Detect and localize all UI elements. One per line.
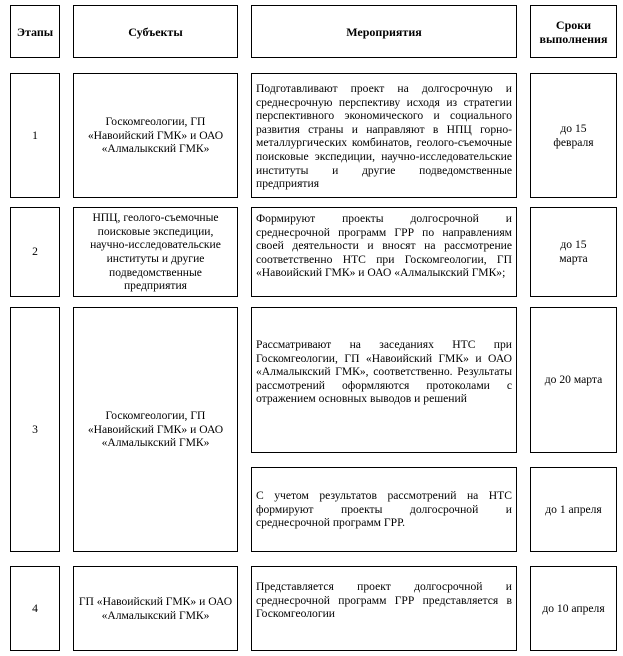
row3-measures-b-text: С учетом результатов рассмотрений на НТС формируют проекты долгосрочной и среднесрочной программ ГРР. [256,489,512,530]
row1-stage-value: 1 [32,128,38,142]
row4-deadline-value: до 10 апреля [542,601,605,615]
row3-deadline [530,307,617,453]
header-measures [251,5,517,58]
row2-subjects [73,207,238,297]
row2-measures [251,207,517,297]
header-measures-label: Мероприятия [346,24,422,39]
row1-stage [10,73,60,198]
row4-measures-text: Представляется проект долгосрочной и среднесрочной программ ГРР представляется в Госкомгеологии [256,580,512,621]
row3-measures-text: Рассматривают на заседаниях НТС при Госкомгеологии, ГП «Навоийский ГМК» и ОАО «Алмалыкский ГМК», соответственно. Результаты рассмотрений оформляются протоколами с отражением основных выводов и решений [256,338,512,406]
row4-stage-value: 4 [32,601,38,615]
row4-subjects-text: ГП «Навоийский ГМК» и ОАО «Алмалыкский ГМК» [78,594,233,622]
row3-subjects [73,307,238,552]
row3-deadline-b-value: до 1 апреля [545,502,602,516]
row2-subjects-text: НПЦ, геолого-съемочные поисковые экспедиции, научно-исследовательские институты и другие подведомственные предприятия [90,211,221,293]
header-deadline-label: Сроки выполнения [539,17,608,46]
row4-subjects [73,566,238,651]
row1-measures-text: Подготавливают проект на долгосрочную и среднесрочную перспективу исходя из стратегии перспективного экономического и социального развития страны и направляют в НПЦ горно-металлургических комбинатов, геолого-съемочные поисковые экспедиции, научно-исследовательские институты и другие подведомственные предприятия [256,82,512,191]
header-stage-label: Этапы [16,24,54,39]
row1-subjects-text: Госкомгеологии, ГП «Навоийский ГМК» и ОАО «Алмалыкский ГМК» [87,115,224,156]
row3-stage-value: 3 [32,422,38,436]
header-subjects [73,5,238,58]
row3-subjects-text: Госкомгеологии, ГП «Навоийский ГМК» и ОАО «Алмалыкский ГМК» [87,409,224,450]
header-stage [10,5,60,58]
row1-measures [251,73,517,198]
header-deadline [530,5,617,58]
row4-deadline [530,566,617,651]
row3-deadline-b [530,467,617,552]
row3-measures [251,307,517,453]
row3-measures-b [251,467,517,552]
row2-stage [10,207,60,297]
row4-stage [10,566,60,651]
row3-stage [10,307,60,552]
row1-deadline [530,73,617,198]
row2-stage-value: 2 [32,245,38,259]
row4-measures [251,566,517,651]
row1-deadline-value: до 15 февраля [553,121,594,149]
header-subjects-label: Субъекты [128,24,183,39]
row3-deadline-value: до 20 марта [544,373,603,387]
row2-measures-text: Формируют проекты долгосрочной и среднесрочной программ ГРР по направлениям своей деятельности и вносят на рассмотрение соответственно НТС при Госкомгеологии, ГП «Навоийский ГМК» и ОАО «Алмалыкский ГМК»; [256,212,512,280]
row2-deadline [530,207,617,297]
row2-deadline-value: до 15 марта [559,238,588,265]
row1-subjects [73,73,238,198]
